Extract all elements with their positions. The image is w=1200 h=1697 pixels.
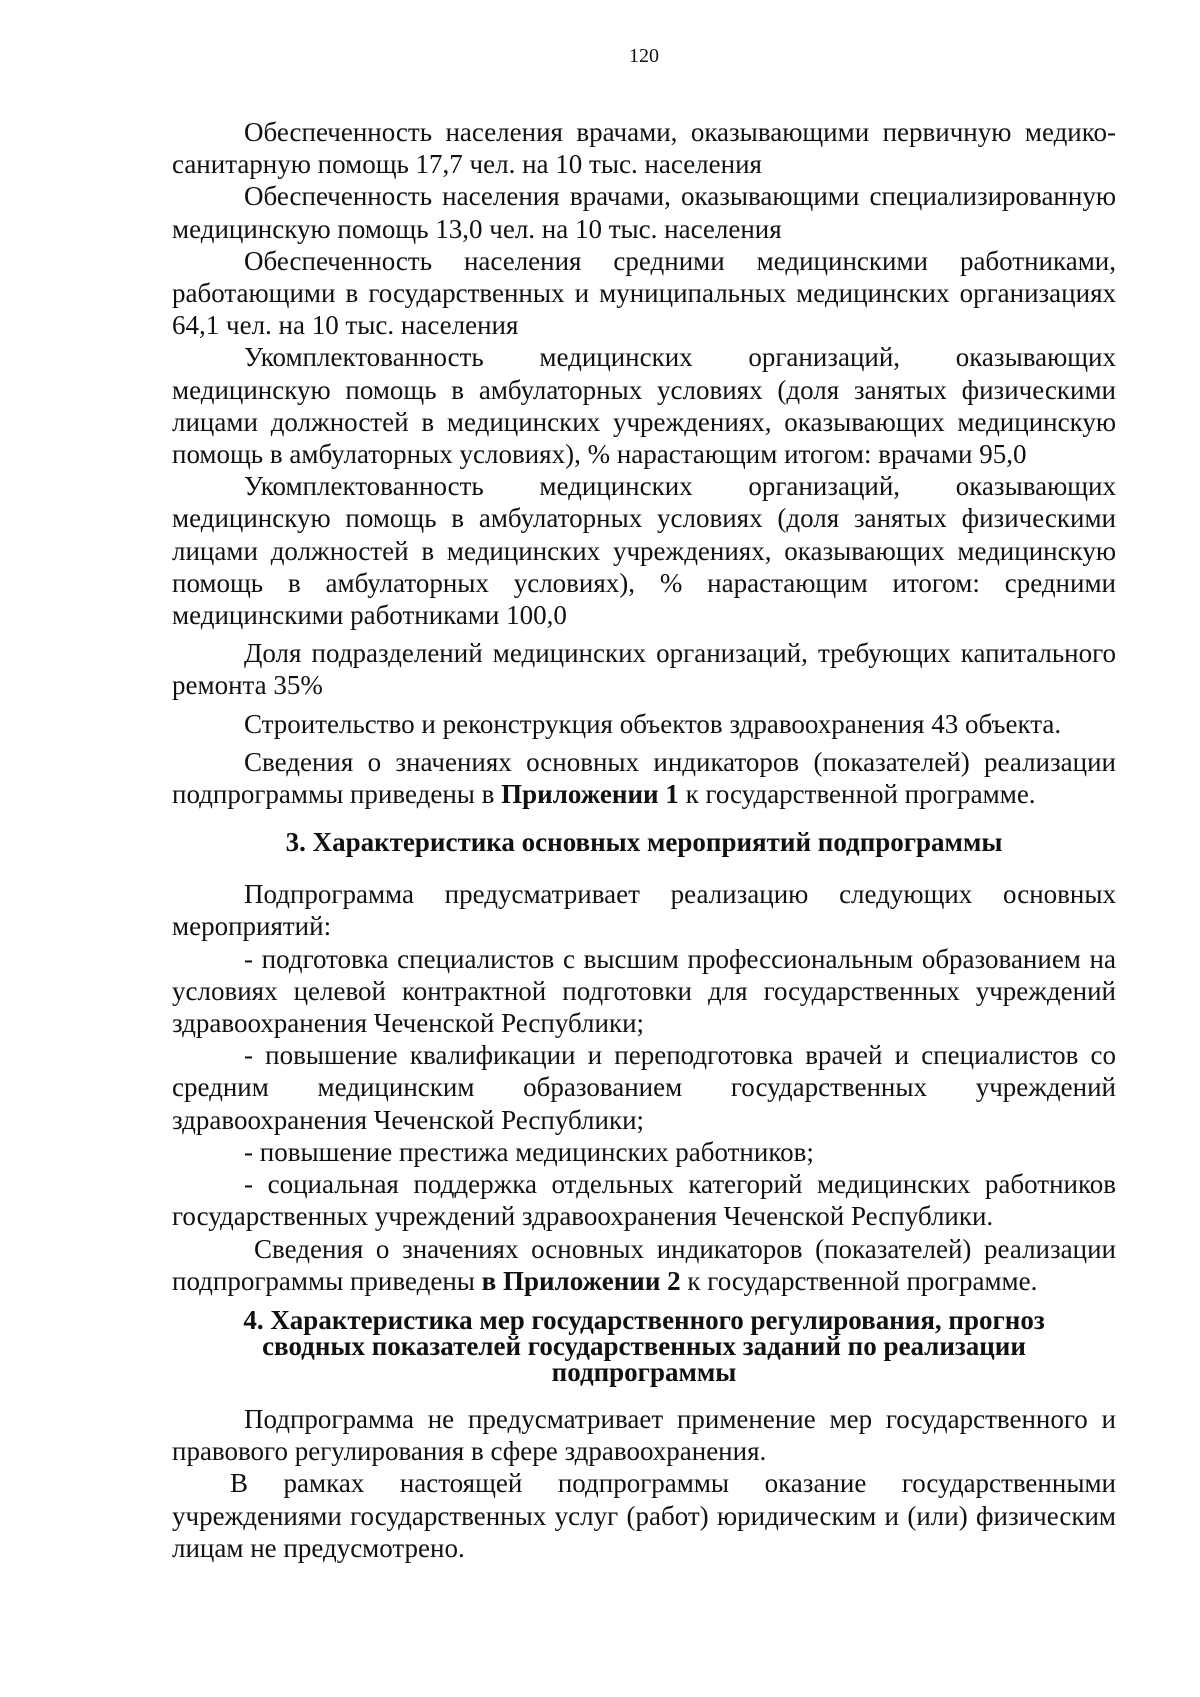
section-4-heading: 4. Характеристика мер государственного регулирования, прогноз сводных показателей государственных заданий по реализации подпрограммы — [243, 1304, 1045, 1387]
list-item-qualification: - повышение квалификации и переподготовка врачей и специалистов со средним медицинским образованием государственных учреждений здравоохранения Чеченской Республики; — [172, 1040, 1116, 1135]
section-4-paragraph-services: В рамках настоящей подпрограммы оказание государственными учреждениями государственных услуг (работ) юридическим и (или) физическим лицам не предусмотрено. — [172, 1468, 1116, 1563]
appendix-2-text-after: к государственной программе. — [680, 1265, 1038, 1296]
appendix-1-text-before: Сведения о значениях основных индикаторов (показателей) реализации подпрограммы приведены в — [172, 746, 1116, 810]
appendix-1-text-after: к государственной программе. — [678, 779, 1036, 810]
paragraph-specialized-care-doctors: Обеспеченность населения врачами, оказывающими специализированную медицинскую помощь 13,0 чел. на 10 тыс. населения — [172, 181, 1116, 244]
paragraph-construction: Строительство и реконструкция объектов здравоохранения 43 объекта. — [244, 708, 1062, 739]
appendix-2-link: в Приложении 2 — [481, 1265, 681, 1296]
appendix-1-link: Приложении 1 — [501, 779, 679, 810]
list-item-training: - подготовка специалистов с высшим профессиональным образованием на условиях целевой контрактной подготовки для государственных учреждений здравоохранения Чеченской Республики; — [172, 943, 1116, 1039]
paragraph-staffing-nurses: Укомплектованность медицинских организаций, оказывающих медицинскую помощь в амбулаторных условиях (доля занятых физическими лицами должностей в медицинских учреждениях, оказывающих медицинскую помощь в амбулаторных условиях), % нарастающим итогом: средними медицинскими работниками 100,0 — [172, 471, 1116, 631]
paragraph-primary-care-doctors: Обеспеченность населения врачами, оказывающими первичную медико-санитарную помощь 17,7 чел. на 10 тыс. населения — [172, 117, 1116, 180]
paragraph-nursing-staff: Обеспеченность населения средними медицинскими работниками, работающими в государственных и муниципальных медицинских организациях 64,1 чел. на 10 тыс. населения — [172, 245, 1116, 341]
list-item-social-support: - социальная поддержка отдельных категорий медицинских работников государственных учреждений здравоохранения Чеченской Республики. — [172, 1169, 1116, 1232]
document-body — [172, 116, 1116, 1564]
paragraph-staffing-doctors: Укомплектованность медицинских организаций, оказывающих медицинскую помощь в амбулаторных условиях (доля занятых физическими лицами должностей в медицинских учреждениях, оказывающих медицинскую помощь в амбулаторных условиях), % нарастающим итогом: врачами 95,0 — [172, 342, 1116, 470]
section-3-intro: Подпрограмма предусматривает реализацию следующих основных мероприятий: — [172, 879, 1116, 942]
appendix-2-text-before: Сведения о значениях основных индикаторов (показателей) реализации подпрограммы приведены — [172, 1233, 1116, 1296]
paragraph-appendix-2-reference — [172, 1233, 1116, 1297]
section-4-paragraph-regulation: Подпрограмма не предусматривает применение мер государственного и правового регулирования в сфере здравоохранения. — [172, 1403, 1116, 1467]
paragraph-appendix-1-reference — [172, 746, 1116, 810]
page-number: 120 — [629, 45, 659, 67]
paragraph-capital-repair: Доля подразделений медицинских организаций, требующих капитального ремонта 35% — [172, 638, 1116, 701]
section-3-heading: 3. Характеристика основных мероприятий подпрограммы — [285, 827, 1003, 858]
list-item-prestige: - повышение престижа медицинских работников; — [244, 1136, 814, 1167]
